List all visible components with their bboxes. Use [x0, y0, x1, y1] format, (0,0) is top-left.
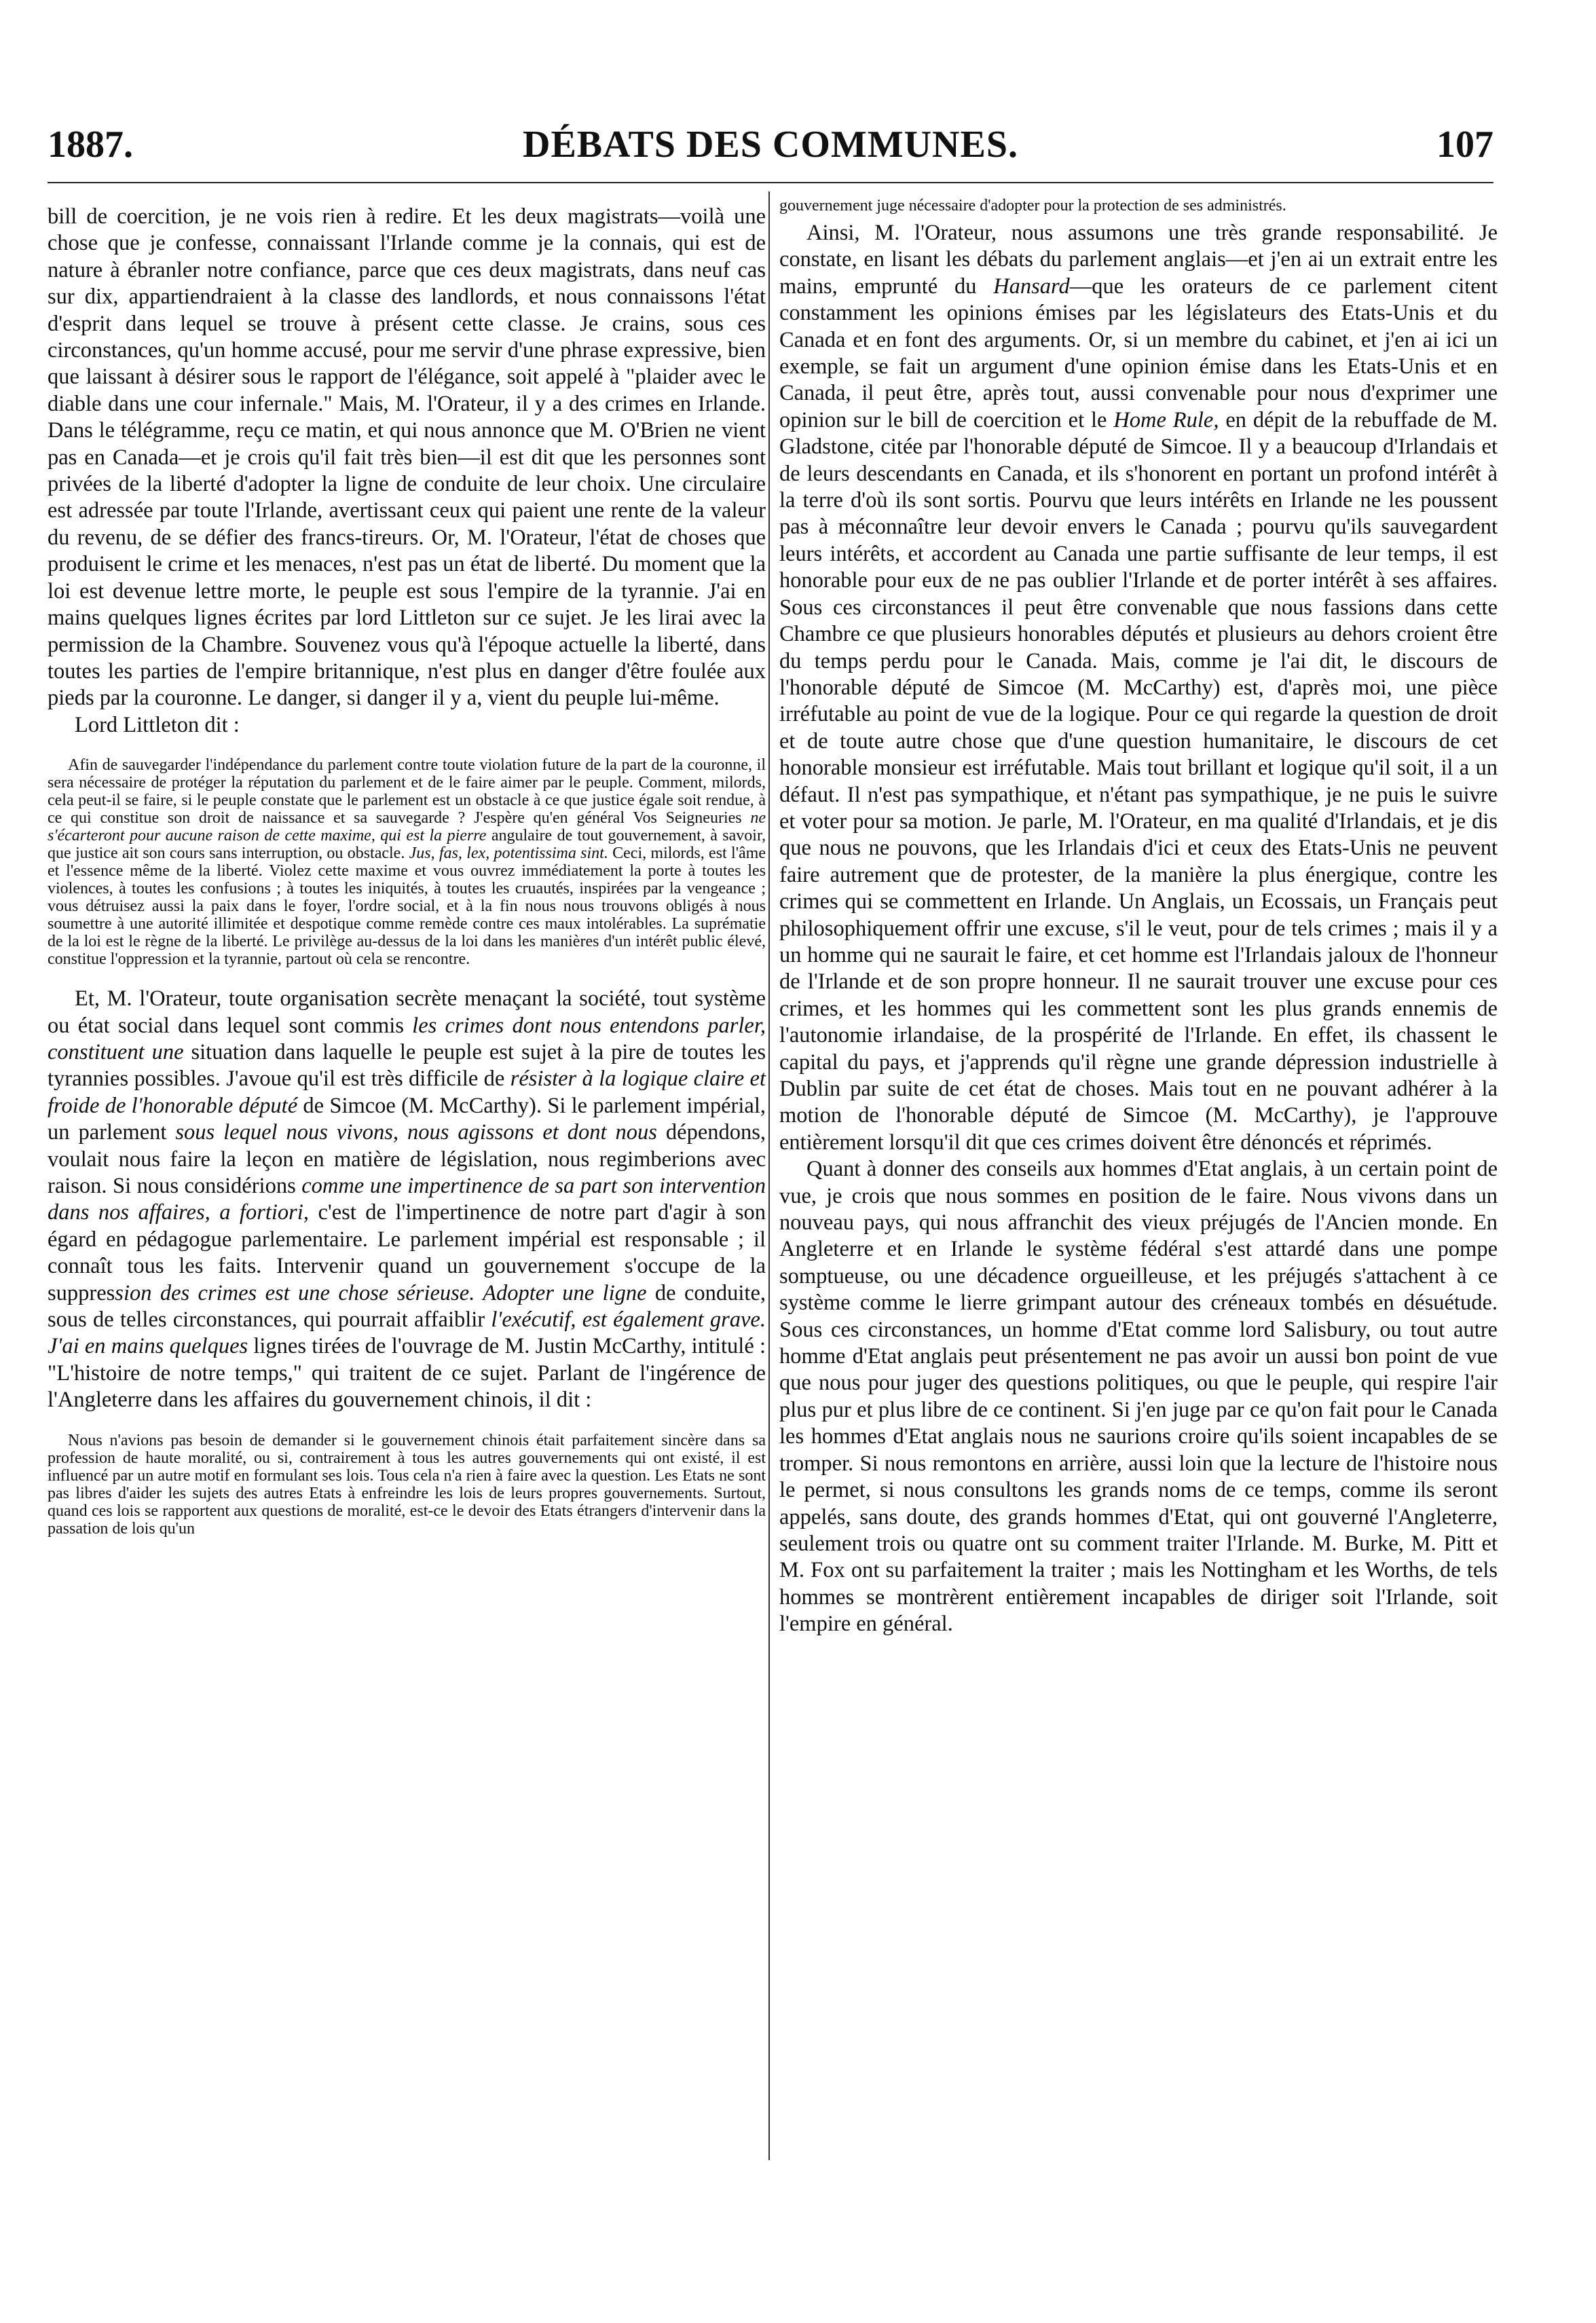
text-span: Ainsi, M. l'Orateur, nous assumons une très grande responsabilité. Je constate, en lisant les débats du parlement anglais—et j'en ai un extrait entre les mains, emprunté du — [779, 221, 1498, 299]
header-year: 1887. — [48, 124, 133, 166]
italic-span: sous lequel nous vivons, nous agissons et dont nous — [175, 1120, 657, 1145]
column-divider — [768, 191, 770, 2160]
quote-continuation: gouvernement juge nécessaire d'adopter pour la protection de ses administrés. — [779, 197, 1286, 215]
italic-span: sion des crimes est une chose sérieuse. Adopter une ligne — [115, 1280, 647, 1305]
left-column — [48, 204, 766, 1555]
header-rule — [48, 182, 1493, 183]
page-header — [48, 121, 1493, 168]
text-span: Et, M. l'Orateur, toute organisation secrète menaçant la société, tout système ou état social dans lequel sont commis — [48, 986, 766, 1038]
quote-latin: Jus, fas, lex, potentissima sint. — [409, 844, 608, 863]
italic-span: comme une impertinence de sa part son intervention dans nos affaires, a fortiori, — [48, 1173, 766, 1225]
header-title: DÉBATS DES COMMUNES. — [523, 124, 1018, 166]
quote-mccarthy-text: Nous n'avions pas besoin de demander si le gouvernement chinois était parfaitement sincère dans sa profession de haute moralité, ou si, contrairement à tous les autres gouvernements qui ont existé, il est influencé par un autre motif en formulant ses lois. Tous cela n'a rien à faire avec la question. Les Etats ne sont pas libres d'aider les sujets des autres Etats à enfreindre les lois de leurs propres gouvernements. Surtout, quand ces lois se rapportent aux questions de moralité, est-ce le devoir des Etats étrangers d'intervenir dans la passation de lois qu'un — [48, 1431, 766, 1538]
text-span: —que les orateurs de ce parlement citent constamment les opinions émises par les législateurs des Etats-Unis et du Canada et en font des arguments. Or, si un membre du cabinet, et j'en ai ici un exemple, se fait un argument d'une opinion émise dans les Etats-Unis et en Canada, il peut être, après tout, aussi convenable pour nous d'exprimer une opinion sur le bill de coercition et le — [779, 274, 1498, 432]
quote-mccarthy — [48, 1432, 766, 1538]
italic-span: résister à la logique claire et froide de l'honorable député — [48, 1066, 766, 1118]
italic-span: Hansard — [993, 274, 1070, 299]
text-span: de conduite, sous de telles circonstances, qui pourrait affaiblir — [48, 1280, 766, 1332]
left-paragraph-2: Lord Littleton dit : — [75, 712, 240, 737]
quote-part: Afin de sauvegarder l'indépendance du parlement contre toute violation future de la part de la couronne, il sera nécessaire de protéger la réputation du parlement et de le faire aimer par le peuple. Comment, milords, cela peut-il se faire, si le peuple constate que le parlement est un obstacle à ce que justice égale soit rendue, à ce qui constitue son droit de naissance et sa sauvegarde ? J'espère qu'en général Vos Seigneuries — [48, 756, 766, 828]
right-column — [779, 197, 1498, 1638]
left-paragraph-1: bill de coercition, je ne vois rien à redire. Et les deux magistrats—voilà une chose que je confesse, connaissant l'Irlande comme je la connais, qui est de nature à ébranler notre confiance, parce que ces deux magistrats, dans neuf cas sur dix, appartiendraient à la classe des landlords, et nous connaissons l'état d'esprit dans lequel se trouve à présent cette classe. Je crains, sous ces circonstances, qu'un homme accusé, pour me servir d'une phrase expressive, bien que laissant à désirer sous le rapport de l'élégance, soit appelé à "plaider avec le diable dans une cour infernale." Mais, M. l'Orateur, il y a des crimes en Irlande. Dans le télégramme, reçu ce matin, et qui nous annonce que M. O'Brien ne vient pas en Canada—et je crois qu'il fait très bien—il est dit que les personnes sont privées de la liberté d'adopter la ligne de conduite de leur choix. Une circulaire est adressée par toute l'Irlande, avertissant ceux qui paient une rente de la valeur du revenu, de se défier des francs-tireurs. Or, M. l'Orateur, l'état de choses que produisent le crime et les menaces, n'est pas un état de liberté. Du moment que la loi est devenue lettre morte, le peuple est sous l'empire de la tyrannie. J'ai en mains quelques lignes écrites par lord Littleton sur ce sujet. Je les lirai avec la permission de la Chambre. Souvenez vous qu'à l'époque actuelle la liberté, dans toutes les parties de l'empire britannique, n'est plus en danger d'être foulée aux pieds par la couronne. Le danger, si danger il y a, vient du peuple lui-même. — [48, 204, 766, 711]
text-span: de Simcoe (M. McCarthy). Si le parlement impérial, un parlement — [48, 1093, 766, 1145]
quote-littleton — [48, 756, 766, 968]
text-span: lignes tirées de l'ouvrage de M. Justin McCarthy, intitulé : "L'histoire de notre temps," qui traitent de ce sujet. Parlant de l'ingérence de l'Angleterre dans les affaires du gouvernement chinois, il dit : — [48, 1334, 766, 1413]
quote-italic: ne s'écarteront pour aucune raison de cette maxime, qui est la pierre — [48, 809, 766, 845]
text-span: dépendons, voulait nous faire la leçon en matière de législation, nous regimberions avec raison. Si nous considérions — [48, 1120, 766, 1198]
quote-littleton-text — [48, 756, 766, 968]
quote-part: angulaire de tout gouvernement, à savoir, que justice ait son cours sans interruption, ou obstacle. — [48, 827, 766, 863]
italic-span: l'exécutif, est également grave. J'ai en mains quelques — [48, 1307, 766, 1359]
text-span: situation dans laquelle le peuple est sujet à la pire de toutes les tyrannies possibles. J'avoue qu'il est très difficile de — [48, 1039, 766, 1092]
page-number: 107 — [1436, 124, 1493, 166]
text-span: c'est de l'impertinence de notre part d'agir à son égard en pédagogue parlementaire. Le parlement impérial est responsable ; il connaît tous les faits. Intervenir quand un gouvernement s'occupe de la suppres — [48, 1200, 766, 1305]
right-paragraph-2: Quant à donner des conseils aux hommes d'Etat anglais, à un certain point de vue, je crois que nous sommes en position de le faire. Nous vivons dans un nouveau pays, qui nous affranchit des vieux préjugés de l'Ancien monde. En Angleterre et en Irlande le système fédéral s'est attardé dans une pompe somptueuse, ou une décadence orgueilleuse, et les préjugés s'attachent à ce système comme le lierre grimpant autour des créneaux tombés en désuétude. Sous ces circonstances, un homme d'Etat comme lord Salisbury, ou tout autre homme d'Etat anglais peut présentement ne pas avoir un aussi bon point de vue que nous pour juger des questions politiques, ou que le peuple, qui respire l'air plus pur et plus libre de ce continent. Si j'en juge par ce qu'on fait pour le Canada les hommes d'Etat anglais nous ne saurions croire qu'ils soient incapables de se tromper. Si nous remontons en arrière, aussi loin que la lecture de l'histoire nous le permet, si nous consultons les grands noms de ce temps, comme ils seront appelés, sans doute, des grands hommes d'Etat, qui ont gouverné l'Angleterre, seulement trois ou quatre ont su comment traiter l'Irlande. M. Burke, M. Pitt et M. Fox ont su parfaitement la traiter ; mais les Nottingham et les Worths, de tels hommes se montrèrent entièrement incapables de diriger soit l'Irlande, soit l'empire en général. — [779, 1157, 1498, 1637]
right-paragraph-1 — [779, 220, 1498, 1156]
text-span: en dépit de la rebuffade de M. Gladstone, citée par l'honorable député de Simcoe. Il y a beaucoup d'Irlandais et de leurs descendants en Canada, et ils s'honorent en portant un profond intérêt à la terre d'où ils sont sortis. Pourvu que leurs intérêts en Irlande ne les poussent pas à méconnaître leur devoir envers le Canada ; pourvu qu'ils sauvegardent leurs intérêts, et accordent au Canada une partie suffisante de leur temps, il est honorable pour eux de ne pas oublier l'Irlande et de porter intérêt à ses affaires. Sous ces circonstances il peut être convenable que nous fassions dans cette Chambre ce que plusieurs honorables députés et plusieurs au dehors croient être du temps perdu pour le Canada. Mais, comme je l'ai dit, le discours de l'honorable député de Simcoe (M. McCarthy) est, d'après moi, une pièce irréfutable au point de vue de la logique. Pour ce qui regarde la question de droit et de toute autre chose que d'une question humanitaire, le discours de cet honorable monsieur est irréfutable. Mais tout brillant et logique qu'il soit, il a un défaut. Il n'est pas sympathique, et n'étant pas sympathique, je ne puis le suivre et voter pour sa motion. Je parle, M. l'Orateur, en ma qualité d'Irlandais, et je dis que nous ne pouvons, que les Irlandais d'ici et ceux des Etats-Unis ne peuvent faire autrement que de protester, de la manière la plus énergique, contre les crimes qui se commettent en Irlande. Un Anglais, un Ecossais, un Français peut philosophiquement offrir une excuse, s'il le veut, pour de tels crimes ; mais il y a un homme qui ne saurait le faire, et cet homme est l'Irlandais jaloux de l'honneur de l'Irlande et de son propre honneur. Il ne saurait trouver une excuse pour ces crimes, et les hommes qui les commettent sont les plus grands ennemis de l'autonomie irlandaise, de la prospérité de l'Irlande. En effet, ils chassent le capital du pays, et j'apprends qu'il règne une grande dépression industrielle à Dublin par suite de cet état de choses. Mais tout en ne pouvant adhérer à la motion de l'honorable député de Simcoe (M. McCarthy), je l'approuve entièrement lorsqu'il dit que ces crimes doivent être dénoncés et réprimés. — [779, 407, 1498, 1155]
italic-span: Home Rule, — [1113, 407, 1219, 432]
italic-span: les crimes dont nous entendons parler, constituent une — [48, 1013, 766, 1064]
left-paragraph-3 — [48, 986, 766, 1414]
quote-part: Ceci, milords, est l'âme et l'essence même de la liberté. Violez cette maxime et vous ouvrez immédiatement la porte à toutes les violences, à toutes les confusions ; à toutes les iniquités, à toutes les cruautés, inspirées par la vengeance ; vous détruisez aussi la paix dans le foyer, l'ordre social, et à la fin nous nous trouvons obligés à nous soumettre à une autorité illimitée et despotique comme remède contre ces maux intolérables. La suprématie de la loi est le règne de la liberté. Le privilège au-dessus de la loi dans les manières d'un intérêt public élevé, constitue l'oppression et la tyrannie, partout où cela se rencontre. — [48, 844, 766, 969]
